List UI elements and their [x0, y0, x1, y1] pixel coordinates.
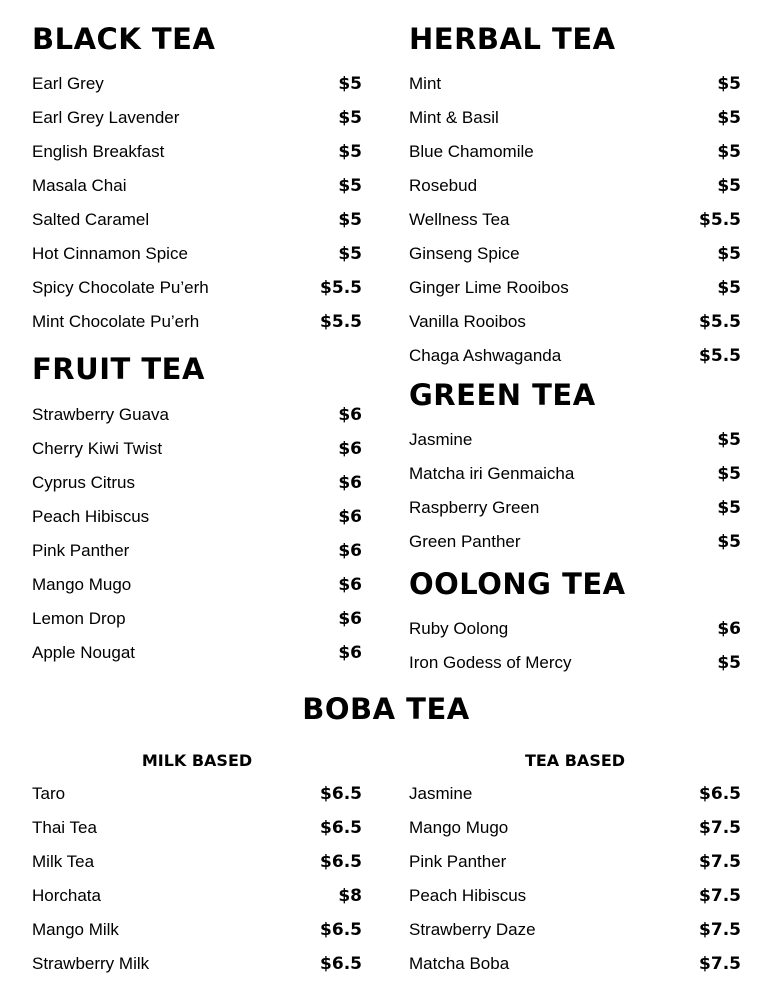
menu-item-price: $6: [338, 643, 362, 663]
menu-item-price: $7.5: [699, 818, 741, 838]
menu-item: [409, 491, 741, 525]
menu-item: [409, 947, 741, 981]
menu-item: [409, 67, 741, 101]
tea-based-heading: TEA BASED: [524, 751, 626, 770]
menu-item-price: $5: [717, 498, 741, 518]
menu-item-price: $7.5: [699, 852, 741, 872]
menu-item-name: Cherry Kiwi Twist: [32, 439, 163, 458]
menu-item-name: Lemon Drop: [32, 609, 126, 628]
menu-item-name: Ginger Lime Rooibos: [409, 278, 569, 297]
menu-item-name: Matcha iri Genmaicha: [409, 464, 575, 483]
menu-item-price: $5: [338, 176, 362, 196]
menu-item-name: Jasmine: [409, 430, 473, 449]
menu-item-name: Raspberry Green: [409, 498, 540, 517]
menu-item-name: Green Panther: [409, 532, 521, 551]
menu-item-price: $5: [717, 278, 741, 298]
menu-item-name: Hot Cinnamon Spice: [32, 244, 188, 263]
menu-item-name: Strawberry Daze: [409, 920, 536, 939]
menu-item-name: Wellness Tea: [409, 210, 510, 229]
menu-item-price: $6: [338, 609, 362, 629]
menu-item-name: Vanilla Rooibos: [409, 312, 526, 331]
herbal-tea-list: [409, 67, 741, 373]
menu-item: [409, 612, 741, 646]
menu-item-price: $5: [338, 244, 362, 264]
menu-item-price: $7.5: [699, 886, 741, 906]
menu-item: [32, 271, 362, 305]
menu-item-name: Cyprus Citrus: [32, 473, 135, 492]
menu-item: [32, 169, 362, 203]
menu-item-name: Taro: [32, 784, 66, 803]
menu-item-price: $7.5: [699, 954, 741, 974]
menu-item-price: $5.5: [699, 346, 741, 366]
menu-item: [32, 534, 362, 568]
menu-item: [32, 879, 362, 913]
menu-item-price: $5: [717, 176, 741, 196]
menu-item-name: Apple Nougat: [32, 643, 136, 662]
menu-item-price: $6: [338, 541, 362, 561]
oolong-tea-list: [409, 612, 741, 680]
menu-item: [32, 500, 362, 534]
menu-item: [409, 203, 741, 237]
fruit-tea-heading: FRUIT TEA: [32, 352, 205, 386]
menu-item-price: $6.5: [320, 818, 362, 838]
menu-item: [409, 305, 741, 339]
fruit-tea-section: [32, 352, 362, 670]
menu-item-price: $6.5: [320, 784, 362, 804]
menu-item-name: Pink Panther: [409, 852, 507, 871]
menu-item: [32, 203, 362, 237]
milk-based-section: [32, 750, 362, 981]
menu-item-price: $5: [338, 74, 362, 94]
green-tea-section: [409, 378, 741, 559]
menu-item-name: Strawberry Guava: [32, 405, 169, 424]
menu-item-name: Blue Chamomile: [409, 142, 534, 161]
menu-item: [32, 135, 362, 169]
menu-item: [32, 568, 362, 602]
menu-item-price: $5: [717, 532, 741, 552]
menu-item-price: $5: [717, 464, 741, 484]
menu-item-price: $5.5: [699, 210, 741, 230]
menu-item-price: $5: [717, 74, 741, 94]
menu-item: [32, 432, 362, 466]
menu-item: [32, 845, 362, 879]
menu-item: [409, 845, 741, 879]
menu-item-name: Earl Grey: [32, 74, 104, 93]
menu-item: [32, 636, 362, 670]
menu-item-name: Jasmine: [409, 784, 473, 803]
menu-item-name: Ginseng Spice: [409, 244, 520, 263]
menu-item: [32, 602, 362, 636]
menu-item-price: $5: [717, 108, 741, 128]
menu-item: [32, 811, 362, 845]
menu-item: [409, 339, 741, 373]
menu-item: [32, 101, 362, 135]
menu-item-price: $8: [338, 886, 362, 906]
menu-item-name: Spicy Chocolate Pu’erh: [32, 278, 209, 297]
menu-item-price: $6: [717, 619, 741, 639]
menu-item-price: $6: [338, 575, 362, 595]
menu-item: [32, 777, 362, 811]
menu-item-price: $5.5: [320, 278, 362, 298]
menu-item: [409, 169, 741, 203]
menu-item-price: $5: [717, 142, 741, 162]
milk-based-list: [32, 777, 362, 981]
menu-item-price: $6.5: [320, 852, 362, 872]
menu-item-name: Mango Mugo: [32, 575, 132, 594]
menu-item-price: $5: [338, 142, 362, 162]
menu-item-name: Masala Chai: [32, 176, 127, 195]
tea-based-list: [409, 777, 741, 981]
menu-item: [409, 135, 741, 169]
menu-item-price: $6.5: [320, 920, 362, 940]
menu-item-name: Ruby Oolong: [409, 619, 509, 638]
menu-item-price: $5: [338, 108, 362, 128]
menu-item-price: $5: [717, 653, 741, 673]
menu-item-name: Rosebud: [409, 176, 478, 195]
oolong-tea-heading: OOLONG TEA: [409, 567, 626, 601]
menu-item-name: Iron Godess of Mercy: [409, 653, 572, 672]
menu-item-name: Salted Caramel: [32, 210, 150, 229]
menu-item: [409, 423, 741, 457]
tea-based-section: [409, 750, 741, 981]
menu-item-name: Mint & Basil: [409, 108, 499, 127]
menu-item-name: Thai Tea: [32, 818, 97, 837]
herbal-tea-section: [409, 22, 741, 373]
menu-item-name: Mint Chocolate Pu’erh: [32, 312, 200, 331]
menu-item: [409, 271, 741, 305]
menu-item: [409, 777, 741, 811]
menu-item: [409, 879, 741, 913]
menu-item-name: Matcha Boba: [409, 954, 510, 973]
menu-item-price: $6.5: [699, 784, 741, 804]
menu-item-price: $6: [338, 405, 362, 425]
menu-item: [32, 913, 362, 947]
oolong-tea-section: [409, 567, 741, 680]
menu-item: [409, 913, 741, 947]
fruit-tea-list: [32, 398, 362, 670]
menu-item-name: English Breakfast: [32, 142, 165, 161]
menu-item-price: $5: [338, 210, 362, 230]
black-tea-section: [32, 22, 362, 339]
black-tea-heading: BLACK TEA: [32, 22, 216, 56]
green-tea-heading: GREEN TEA: [409, 378, 596, 412]
menu-item-name: Peach Hibiscus: [32, 507, 150, 526]
black-tea-list: [32, 67, 362, 339]
menu-item: [32, 466, 362, 500]
menu-item-price: $6.5: [320, 954, 362, 974]
menu-item-price: $7.5: [699, 920, 741, 940]
menu-item-name: Horchata: [32, 886, 101, 905]
menu-item: [32, 947, 362, 981]
menu-item: [32, 305, 362, 339]
menu-item-name: Mango Milk: [32, 920, 119, 939]
menu-item: [32, 237, 362, 271]
menu-item: [409, 237, 741, 271]
menu-item: [409, 811, 741, 845]
menu-item: [409, 101, 741, 135]
menu-item-name: Mint: [409, 74, 442, 93]
menu-item: [409, 525, 741, 559]
menu-item-price: $6: [338, 507, 362, 527]
menu-item-price: $5.5: [699, 312, 741, 332]
menu-item: [32, 67, 362, 101]
menu-item-price: $5: [717, 244, 741, 264]
menu-item: [32, 398, 362, 432]
menu-item-name: Chaga Ashwaganda: [409, 346, 562, 365]
menu-item-name: Earl Grey Lavender: [32, 108, 180, 127]
menu-item-price: $5.5: [320, 312, 362, 332]
menu-item-name: Strawberry Milk: [32, 954, 150, 973]
menu-item-name: Milk Tea: [32, 852, 95, 871]
menu-item-price: $6: [338, 439, 362, 459]
menu-item-price: $5: [717, 430, 741, 450]
green-tea-list: [409, 423, 741, 559]
milk-based-heading: MILK BASED: [141, 751, 253, 770]
menu-item-name: Peach Hibiscus: [409, 886, 527, 905]
menu-item-name: Pink Panther: [32, 541, 130, 560]
boba-tea-heading: BOBA TEA: [302, 692, 470, 726]
menu-item-price: $6: [338, 473, 362, 493]
menu-item-name: Mango Mugo: [409, 818, 509, 837]
herbal-tea-heading: HERBAL TEA: [409, 22, 616, 56]
menu-item: [409, 457, 741, 491]
menu-item: [409, 646, 741, 680]
